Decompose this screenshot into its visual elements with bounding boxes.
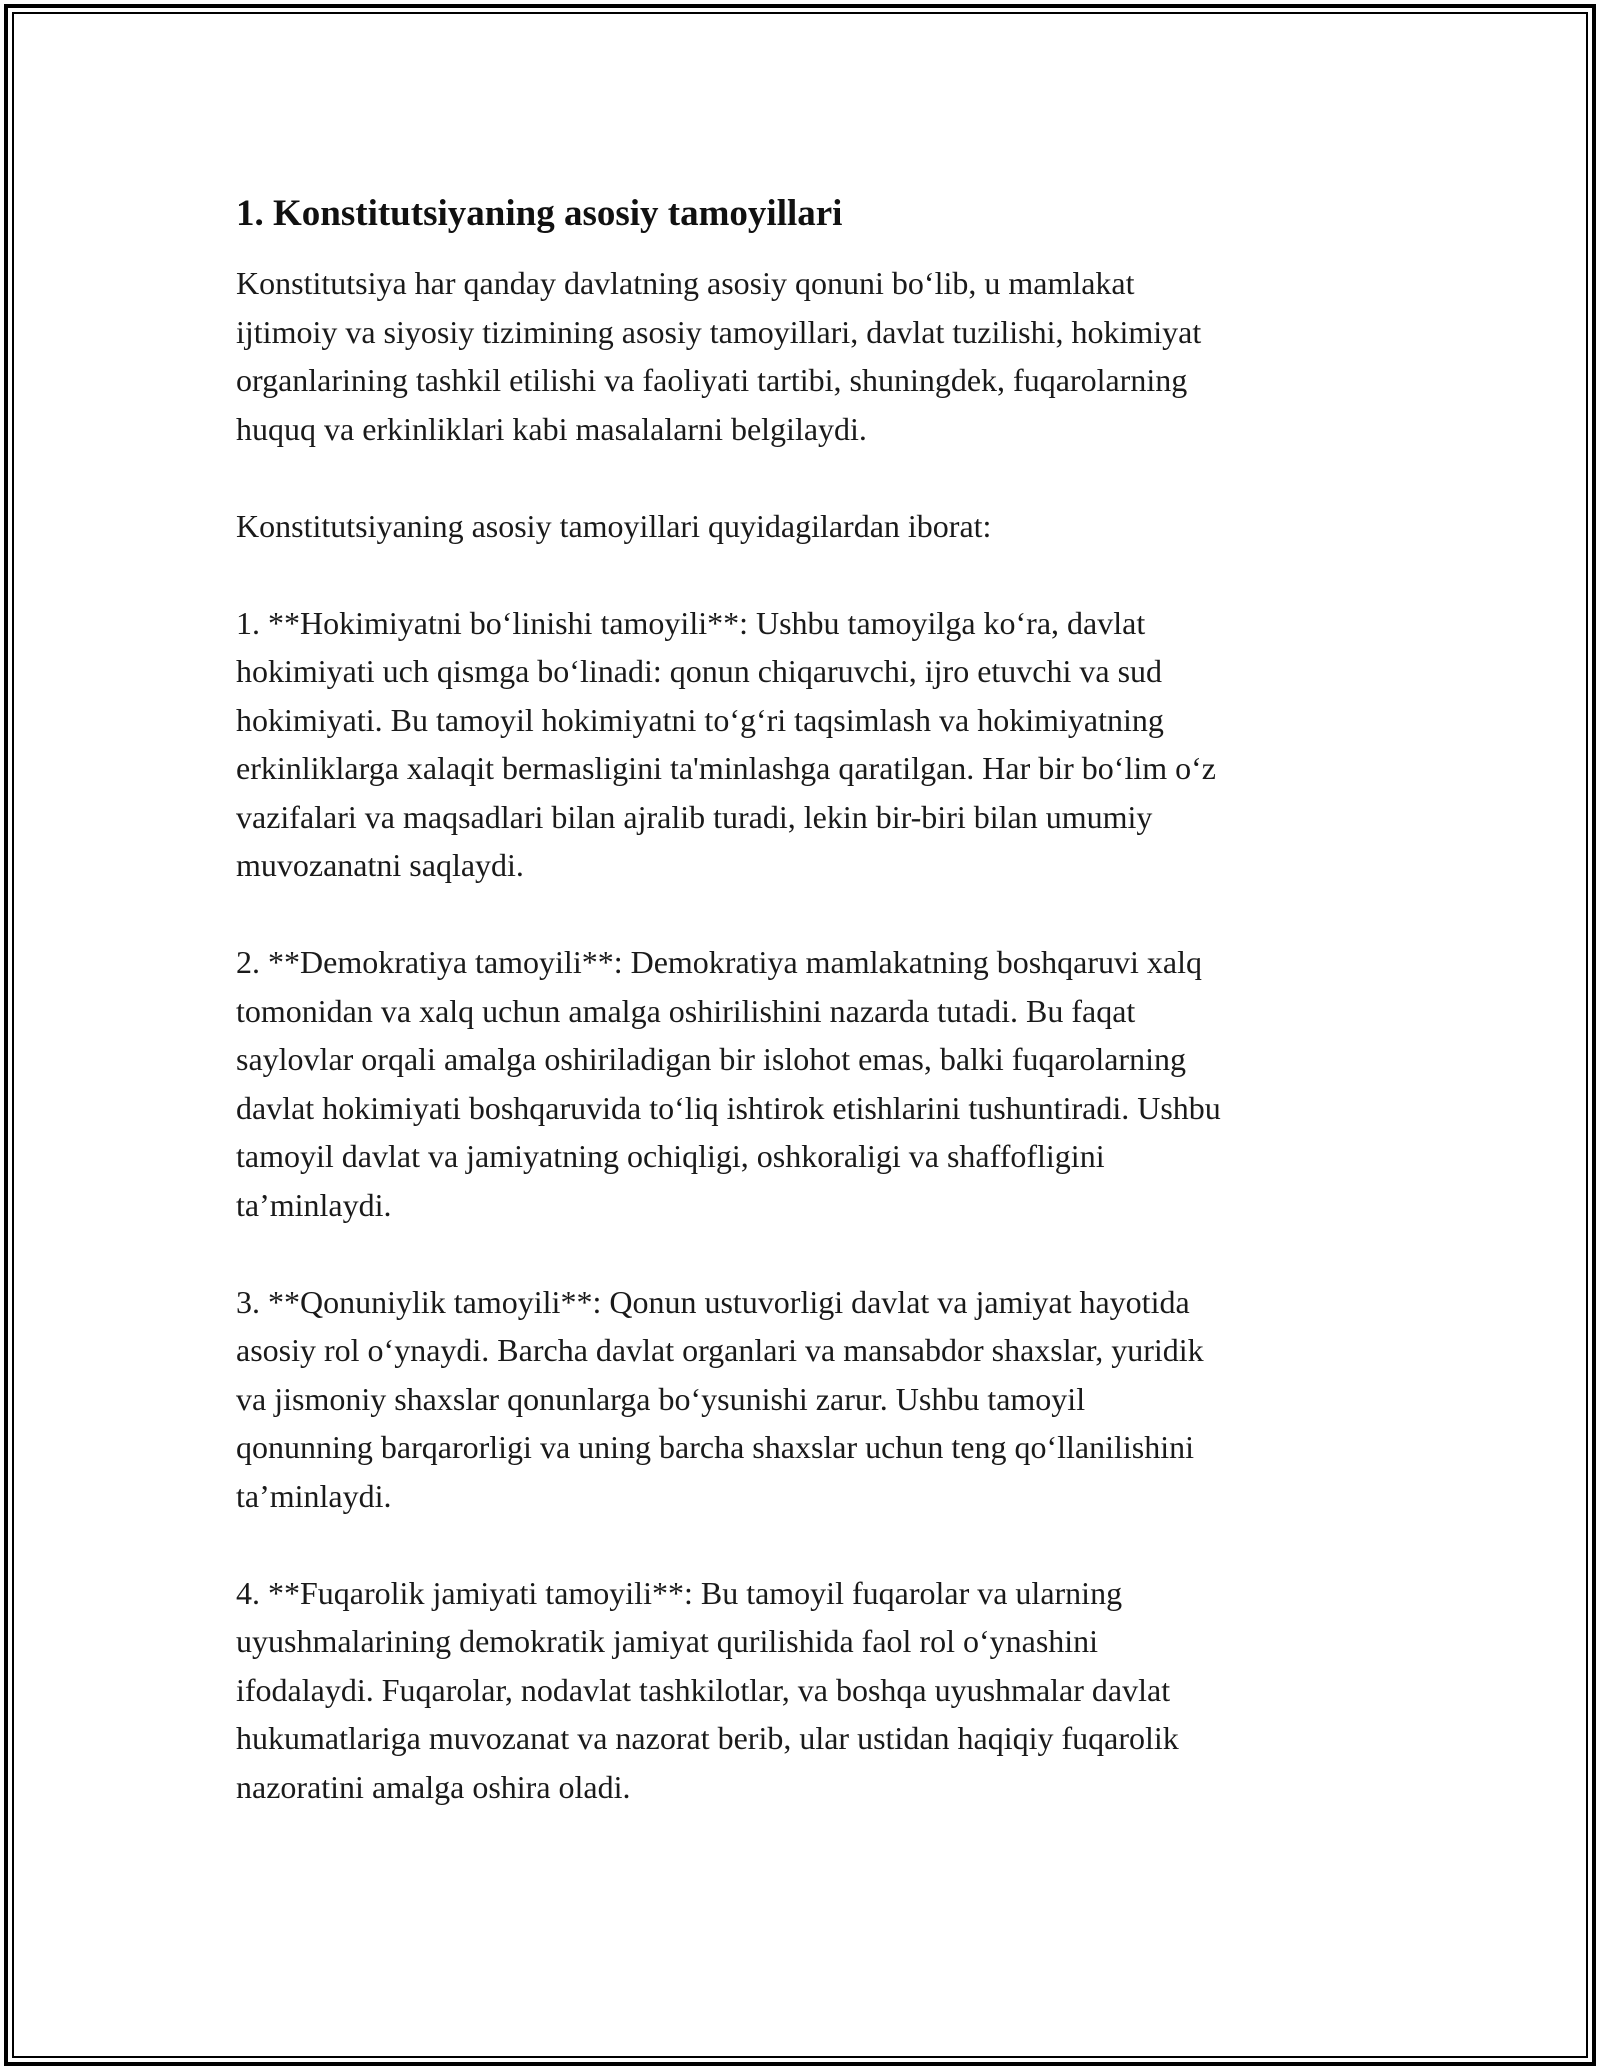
intro-paragraph: Konstitutsiya har qanday davlatning asosiy qonuni bo‘lib, u mamlakat ijtimoiy va siyosiy tizimining asosiy tamoyillari, davlat tuzilishi, hokimiyat organlarining tashkil etilishi va faoliyati tartibi, shuningdek, fuqarolarning huquq va erkinliklari kabi masalalarni belgilaydi. — [236, 265, 1202, 447]
principle-separation-of-powers: 1. **Hokimiyatni bo‘linishi tamoyili**: Ushbu tamoyilga ko‘ra, davlat hokimiyati uch qismga bo‘linadi: qonun chiqaruvchi, ijro etuvchi va sud hokimiyati. Bu tamoyil hokimiyatni to‘g‘ri taqsimlash va hokimiyatning erkinliklarga xalaqit bermasligini ta'minlashga qaratilgan. Har bir bo‘lim o‘z vazifalari va maqsadlari bilan ajralib turadi, lekin bir-biri bilan umumiy muvozanatni saqlaydi. — [236, 604, 1216, 883]
principle-civil-society: 4. **Fuqarolik jamiyati tamoyili**: Bu tamoyil fuqarolar va ularning uyushmalarining demokratik jamiyat qurilishida faol rol o‘ynashini ifodalaydi. Fuqarolar, nodavlat tashkilotlar, va boshqa uyushmalar davlat hukumatlariga muvozanat va nazorat berib, ular ustidan haqiqiy fuqarolik nazoratini amalga oshira oladi. — [236, 1574, 1179, 1805]
principles-lead-paragraph: Konstitutsiyaning asosiy tamoyillari quyidagilardan iborat: — [236, 507, 992, 544]
principle-democracy: 2. **Demokratiya tamoyili**: Demokratiya mamlakatning boshqaruvi xalq tomonidan va xalq uchun amalga oshirilishini nazarda tutadi. Bu faqat saylovlar orqali amalga oshiriladigan bir islohot emas, balki fuqarolarning davlat hokimiyati boshqaruvida to‘liq ishtirok etishlarini tushuntiradi. Ushbu tamoyil davlat va jamiyatning ochiqligi, oshkoraligi va shaffofligini ta’minlaydi. — [236, 944, 1221, 1223]
document-title: 1. Konstitutsiyaning asosiy tamoyillari — [236, 193, 843, 234]
document-body — [236, 190, 1376, 1811]
principle-legality: 3. **Qonuniylik tamoyili**: Qonun ustuvorligi davlat va jamiyat hayotida asosiy rol o‘ynaydi. Barcha davlat organlari va mansabdor shaxslar, yuridik va jismoniy shaxslar qonunlarga bo‘ysunishi zarur. Ushbu tamoyil qonunning barqarorligi va uning barcha shaxslar uchun teng qo‘llanilishini ta’minlaydi. — [236, 1283, 1204, 1514]
